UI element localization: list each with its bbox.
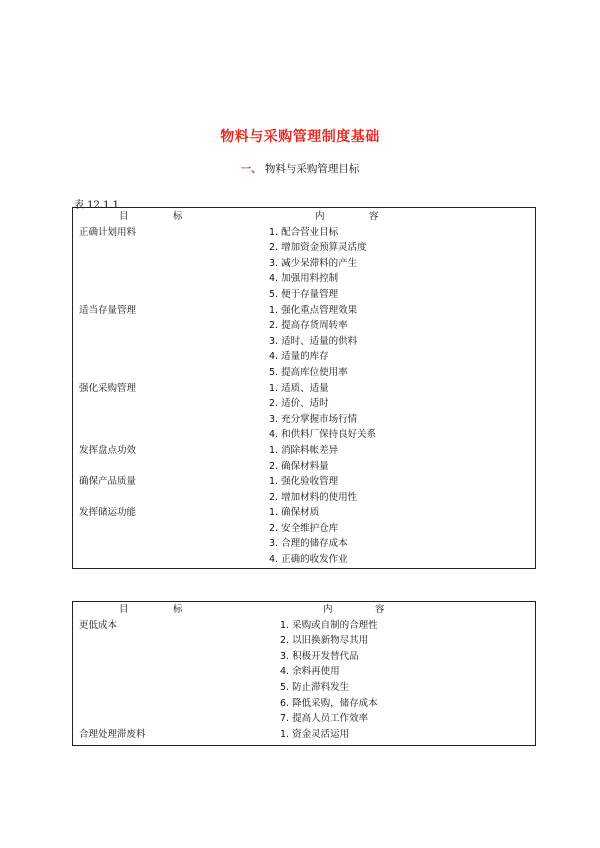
goal-cell: 合理处理滞废料 bbox=[79, 728, 146, 740]
table-row bbox=[73, 680, 535, 696]
table-row bbox=[73, 727, 535, 743]
content-cell: 3. 合理的储存成本 bbox=[269, 538, 348, 550]
header-content-char-1: 内 bbox=[323, 604, 333, 615]
goal-cell: 确保产品质量 bbox=[79, 476, 137, 488]
goal-cell: 发挥盘点功效 bbox=[79, 444, 137, 456]
content-cell: 5. 提高库位使用率 bbox=[269, 366, 348, 378]
table-row bbox=[73, 303, 535, 319]
content-cell: 4. 加强用料控制 bbox=[269, 273, 339, 285]
content-cell: 2. 增加材料的使用性 bbox=[269, 491, 358, 503]
content-cell: 5. 防止滞料发生 bbox=[280, 681, 350, 693]
header-goal-char-1: 目 bbox=[119, 211, 129, 222]
content-cell: 2. 增加资金预算灵活度 bbox=[269, 242, 367, 254]
header-goal-char-2: 标 bbox=[173, 211, 183, 222]
table-row bbox=[73, 443, 535, 459]
content-cell: 3. 减少呆滞料的产生 bbox=[269, 257, 358, 269]
content-cell: 2. 安全维护仓库 bbox=[269, 522, 339, 534]
table-row bbox=[73, 225, 535, 241]
table-row bbox=[73, 334, 535, 350]
table-row bbox=[73, 349, 535, 365]
content-cell: 3. 充分掌握市场行情 bbox=[269, 413, 358, 425]
table-header bbox=[73, 602, 535, 618]
header-goal-char-1: 目 bbox=[119, 604, 129, 615]
table-row bbox=[73, 318, 535, 334]
goal-cell: 正确计划用料 bbox=[79, 226, 137, 238]
content-cell: 3. 适时、适量的供料 bbox=[269, 335, 358, 347]
section-number: 一、 bbox=[240, 163, 262, 175]
table-row bbox=[73, 618, 535, 634]
content-cell: 1. 强化重点管理效果 bbox=[269, 304, 358, 316]
content-cell: 1. 消除料帐差异 bbox=[269, 444, 339, 456]
table-row bbox=[73, 396, 535, 412]
table-row bbox=[73, 633, 535, 649]
content-cell: 1. 适质、适量 bbox=[269, 382, 329, 394]
content-cell: 7. 提高人员工作效率 bbox=[280, 713, 369, 725]
table-row bbox=[73, 381, 535, 397]
content-cell: 5. 便于存量管理 bbox=[269, 288, 339, 300]
content-cell: 4. 和供料厂保持良好关系 bbox=[269, 429, 377, 441]
goal-cell: 更低成本 bbox=[79, 619, 118, 631]
content-cell: 1. 资金灵活运用 bbox=[280, 728, 350, 740]
table-row bbox=[73, 696, 535, 712]
table-row bbox=[73, 365, 535, 381]
section-heading-text: 物料与采购管理目标 bbox=[264, 163, 360, 175]
table-row bbox=[73, 459, 535, 475]
content-cell: 1. 确保材质 bbox=[269, 507, 320, 519]
header-goal-char-2: 标 bbox=[173, 604, 183, 615]
table-row bbox=[73, 412, 535, 428]
header-content-char-1: 内 bbox=[315, 211, 325, 222]
table-body bbox=[73, 225, 535, 568]
table-row bbox=[73, 649, 535, 665]
table-row bbox=[73, 552, 535, 568]
table-row bbox=[73, 474, 535, 490]
header-content-char-2: 容 bbox=[375, 604, 385, 615]
content-cell: 4. 正确的收发作业 bbox=[269, 554, 348, 566]
content-cell: 6. 降低采购，储存成本 bbox=[280, 697, 378, 709]
content-cell: 2. 以旧换新物尽其用 bbox=[280, 635, 369, 647]
goals-table-2 bbox=[72, 601, 536, 746]
table-row bbox=[73, 256, 535, 272]
content-cell: 1. 强化验收管理 bbox=[269, 476, 339, 488]
section-heading bbox=[0, 161, 600, 176]
content-cell: 2. 适价、适时 bbox=[269, 398, 329, 410]
table-row bbox=[73, 711, 535, 727]
table-row bbox=[73, 490, 535, 506]
content-cell: 1. 采购或自制的合理性 bbox=[280, 619, 378, 631]
content-cell: 1. 配合营业目标 bbox=[269, 226, 339, 238]
content-cell: 2. 提高存货周转率 bbox=[269, 320, 348, 332]
table-body bbox=[73, 618, 535, 743]
goal-cell: 强化采购管理 bbox=[79, 382, 137, 394]
goal-cell: 发挥储运功能 bbox=[79, 507, 137, 519]
content-cell: 3. 积极开发替代品 bbox=[280, 650, 359, 662]
table-row bbox=[73, 664, 535, 680]
table-row bbox=[73, 505, 535, 521]
table-row bbox=[73, 287, 535, 303]
table-header bbox=[73, 209, 535, 225]
table-row bbox=[73, 521, 535, 537]
content-cell: 2. 确保材料量 bbox=[269, 460, 329, 472]
document-title: 物料与采购管理制度基础 bbox=[220, 129, 380, 145]
table-row bbox=[73, 427, 535, 443]
table-row bbox=[73, 271, 535, 287]
header-content-char-2: 容 bbox=[369, 211, 379, 222]
content-cell: 4. 余料再使用 bbox=[280, 666, 340, 678]
goals-table-1 bbox=[72, 207, 536, 569]
table-row bbox=[73, 536, 535, 552]
goal-cell: 适当存量管理 bbox=[79, 304, 137, 316]
content-cell: 4. 适量的库存 bbox=[269, 351, 329, 363]
table-caption: 表 12.1.1 bbox=[74, 200, 119, 211]
table-row bbox=[73, 240, 535, 256]
